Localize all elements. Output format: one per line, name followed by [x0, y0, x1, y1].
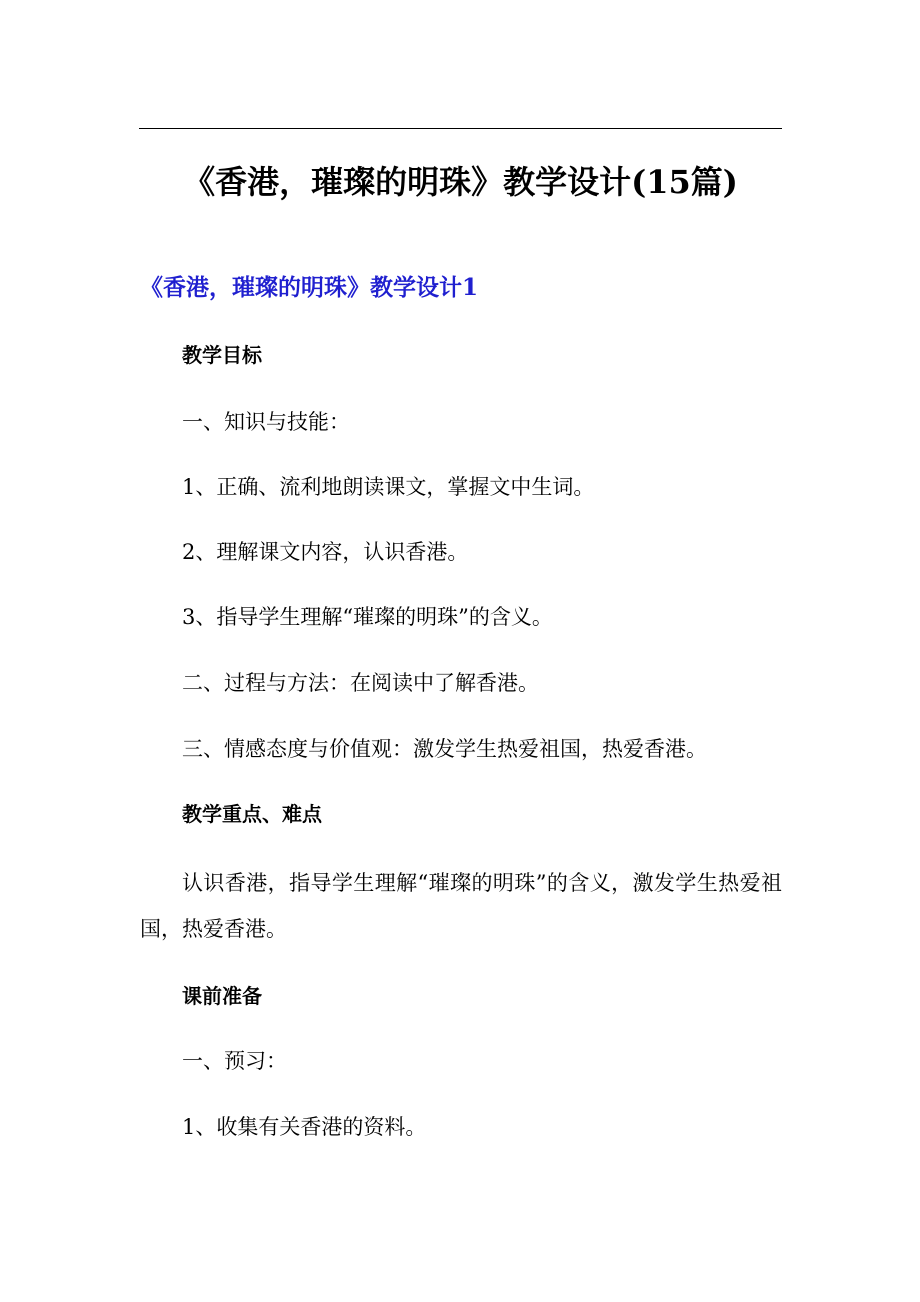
document-title: 《香港，璀璨的明珠》教学设计(15篇)	[183, 163, 738, 201]
goal-item-2: 2、理解课文内容，认识香港。	[182, 540, 469, 564]
section-heading: 《香港，璀璨的明珠》教学设计1	[140, 274, 479, 301]
process-methods-line: 二、过程与方法：在阅读中了解香港。	[182, 671, 539, 695]
key-points-heading: 教学重点、难点	[182, 802, 322, 826]
emotion-values-line: 三、情感态度与价值观：激发学生热爱祖国，热爱香港。	[182, 737, 707, 761]
teaching-goals-heading: 教学目标	[182, 343, 262, 367]
goal-item-3: 3、指导学生理解“璀璨的明珠”的含义。	[182, 605, 553, 629]
preview-line: 一、预习：	[182, 1049, 287, 1073]
header-rule	[139, 128, 782, 129]
key-points-paragraph: 认识香港，指导学生理解“璀璨的明珠”的含义，激发学生热爱祖国，热爱香港。	[140, 871, 782, 941]
knowledge-skills-line: 一、知识与技能：	[182, 410, 350, 434]
goal-item-1: 1、正确、流利地朗读课文，掌握文中生词。	[182, 475, 595, 499]
preparation-heading: 课前准备	[182, 984, 262, 1008]
preparation-item-1: 1、收集有关香港的资料。	[182, 1115, 427, 1139]
